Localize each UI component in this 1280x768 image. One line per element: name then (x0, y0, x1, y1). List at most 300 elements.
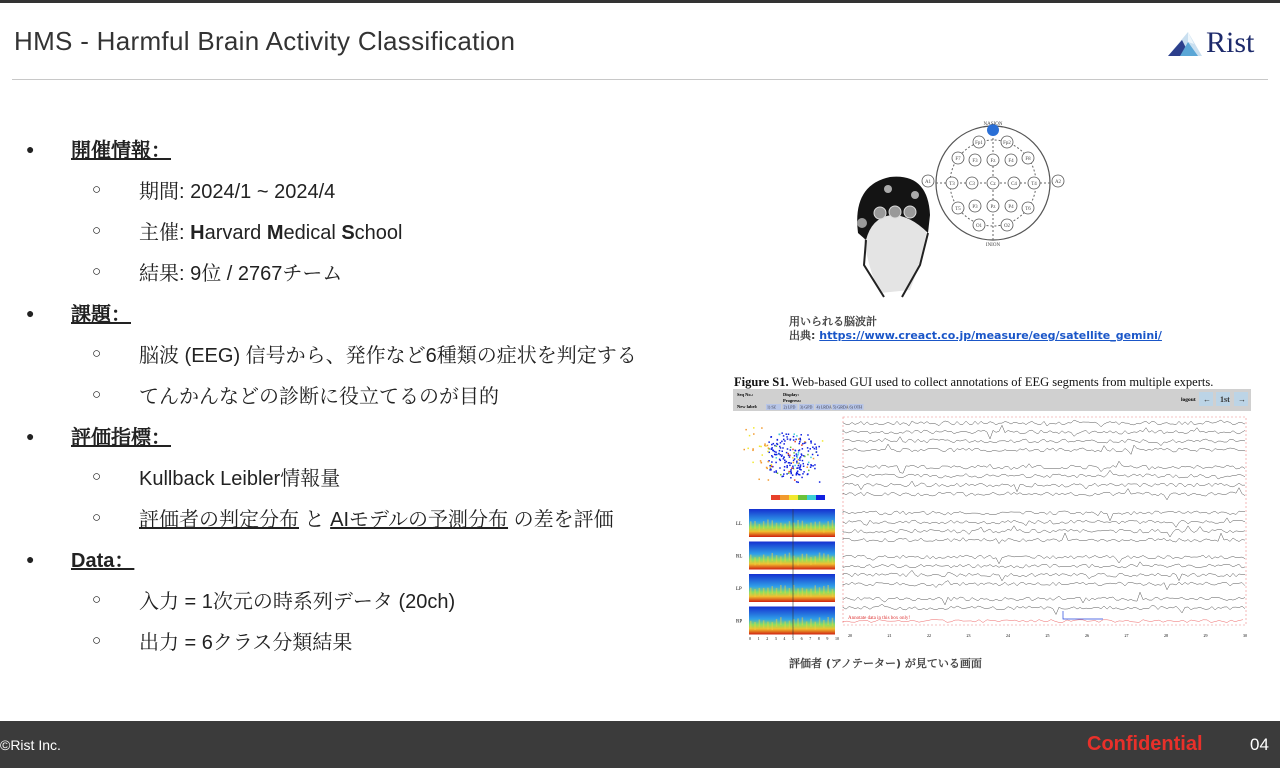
spectrogram-streak (763, 588, 765, 596)
sub-bullet (0, 497, 720, 538)
time-tick: 20 (848, 633, 852, 638)
sub-bullet-circle: ○ (92, 345, 102, 362)
bullet-dot: ● (26, 304, 35, 321)
scatter-point (810, 466, 812, 468)
bullet-dot: ● (26, 427, 35, 444)
label-button-text: 1) SZ (767, 404, 776, 410)
sub-bullet (0, 251, 720, 292)
scatter-point (810, 464, 812, 466)
spectrogram-tick: 1 (757, 636, 760, 641)
spectrogram-streak (767, 622, 769, 630)
scatter-point (786, 473, 788, 475)
scale-bar (1063, 611, 1103, 619)
scatter-point (773, 450, 775, 452)
eeg-trace (843, 488, 1245, 500)
spectrogram-tick: 4 (783, 636, 786, 641)
spectrogram-streak (789, 553, 791, 561)
scatter-point (786, 436, 788, 438)
figure2-caption: 評価者 (アノテーター) が見ている画面 (789, 657, 982, 670)
electrode-label: Cz (990, 182, 996, 187)
sub-bullet-circle: ○ (92, 222, 102, 239)
class-colorbar (816, 495, 825, 500)
scatter-point (777, 472, 779, 474)
electrode-label: T3 (949, 182, 955, 187)
scatter-point (786, 467, 788, 469)
sub-bullet-circle: ○ (92, 632, 102, 649)
scatter-point (752, 450, 754, 452)
scatter-point (807, 434, 809, 436)
scatter-point (752, 462, 754, 464)
spectrogram-streak (776, 555, 778, 563)
eeg-trace (843, 444, 1245, 454)
spectrogram-streak (767, 520, 769, 528)
spectrogram-streak (772, 622, 774, 630)
scatter-point (802, 473, 804, 475)
logo-mountain-icon (1168, 30, 1202, 56)
scatter-point (816, 446, 818, 448)
sub-bullet-circle: ○ (92, 181, 102, 198)
spectrogram-tick: 8 (817, 636, 820, 641)
spectrogram-streak (797, 618, 799, 626)
spectrogram-streak (802, 588, 804, 596)
scatter-point (799, 438, 801, 440)
scatter-point (809, 448, 811, 450)
scatter-point (799, 441, 801, 443)
scatter-point (804, 442, 806, 444)
scatter-point (818, 446, 820, 448)
electrode-label: C4 (1011, 182, 1017, 187)
scatter-point (807, 454, 809, 456)
spectrogram-streak (815, 585, 817, 593)
scatter-point (791, 473, 793, 475)
spectrogram-streak (763, 554, 765, 562)
scatter-point (813, 458, 815, 460)
label-button-text: 6) OTH (849, 404, 863, 410)
scatter-point (801, 444, 803, 446)
sub-bullet (0, 374, 720, 415)
scatter-point (793, 452, 795, 454)
class-colorbar (789, 495, 798, 500)
time-tick: 23 (966, 633, 971, 638)
scatter-point (807, 447, 809, 449)
scatter-point (797, 462, 799, 464)
scatter-point (798, 465, 800, 467)
spectrogram-streak (810, 589, 812, 597)
logout-link: logout (1181, 397, 1196, 403)
spectrogram-streak (819, 553, 821, 561)
class-colorbar (807, 495, 816, 500)
time-tick: 27 (1124, 633, 1129, 638)
scatter-point (812, 454, 814, 456)
scatter-point (793, 460, 795, 462)
scatter-point (787, 448, 789, 450)
scatter-point (767, 451, 769, 453)
scatter-point (768, 441, 770, 443)
spectrogram-row-label: LP (736, 587, 742, 592)
scatter-point (798, 459, 800, 461)
spectrogram-streak (784, 621, 786, 629)
scatter-point (781, 451, 783, 453)
eeg-trace (843, 481, 1245, 492)
scatter-point (774, 445, 776, 447)
spectrogram-streak (772, 553, 774, 561)
scatter-point (802, 443, 804, 445)
sub-bullet (0, 456, 720, 497)
scatter-point (780, 442, 782, 444)
scatter-point (753, 433, 755, 435)
scatter-point (745, 429, 747, 431)
bullet-metric (0, 415, 720, 456)
spectrogram-streak (784, 585, 786, 593)
scatter-point (770, 467, 772, 469)
scatter-point (796, 481, 798, 483)
source-link[interactable]: https://www.creact.co.jp/measure/eeg/satellite_gemini/ (819, 329, 1162, 342)
figure1-source: 出典: https://www.creact.co.jp/measure/eeg/satellite_gemini/ (789, 329, 1162, 342)
scatter-point (800, 439, 802, 441)
sub-bullet (0, 169, 720, 210)
spectrogram-streak (810, 523, 812, 531)
inion-label: INION (985, 243, 1001, 248)
scatter-point (791, 467, 793, 469)
scatter-point (810, 457, 812, 459)
scatter-point (775, 470, 777, 472)
scatter-point (781, 432, 783, 434)
scatter-point (792, 457, 794, 459)
scatter-point (762, 454, 764, 456)
scatter-point (784, 440, 786, 442)
electrode-label: F7 (955, 157, 961, 162)
scatter-point (796, 472, 798, 474)
scatter-point (796, 453, 798, 455)
label-button-text: 3) GPD (800, 404, 813, 410)
scatter-point (817, 455, 819, 457)
scatter-point (768, 479, 770, 481)
sub-bullet-circle: ○ (92, 591, 102, 608)
bullet-heading: 課題： (71, 304, 131, 326)
spectrogram-streak (827, 521, 829, 529)
spectrogram-streak (780, 556, 782, 564)
scatter-point (752, 448, 754, 450)
scatter-point (796, 457, 798, 459)
spectrogram-streak (819, 617, 821, 625)
scatter-point (799, 467, 801, 469)
sub-bullet-circle: ○ (92, 386, 102, 403)
scatter-point (788, 462, 790, 464)
scatter-point (814, 464, 816, 466)
bullet-data (0, 538, 720, 579)
scatter-point (790, 447, 792, 449)
spectrogram-tick: 10 (835, 636, 839, 641)
scatter-point (792, 474, 794, 476)
scatter-point (781, 441, 783, 443)
label-button-text: 4) LRDA (816, 404, 832, 410)
spectrogram-streak (810, 557, 812, 565)
spectrogram-streak (797, 520, 799, 528)
time-tick: 22 (927, 633, 931, 638)
scatter-point (775, 451, 777, 453)
scatter-point (782, 447, 784, 449)
spectrogram-streak (754, 622, 756, 630)
bullet-dot: ● (26, 140, 35, 157)
eeg-trace (843, 570, 1245, 580)
scatter-point (764, 443, 766, 445)
electrode-label: Pz (990, 205, 996, 210)
scatter-point (790, 469, 792, 471)
spectrogram-streak (750, 621, 752, 629)
scatter-point (775, 454, 777, 456)
scatter-point (799, 459, 801, 461)
scatter-point (814, 443, 816, 445)
scatter-point (770, 436, 772, 438)
scatter-point (797, 454, 799, 456)
scatter-point (760, 460, 762, 462)
spectrogram-streak (802, 521, 804, 529)
sub-bullet (0, 333, 720, 374)
scatter-point (749, 435, 751, 437)
spectrogram-rp (749, 607, 835, 635)
spectrogram-streak (802, 554, 804, 562)
spectrogram-tick: 2 (766, 636, 769, 641)
sub-bullet-text: 期間: 2024/1 ~ 2024/4 (139, 181, 336, 203)
progress-label: Progress: (783, 398, 802, 403)
spectrogram-tick: 0 (749, 636, 751, 641)
scatter-point (798, 438, 800, 440)
spectrogram-streak (823, 525, 825, 533)
electrode-label: P4 (1008, 205, 1014, 210)
seq-label: Seq No.: (737, 392, 754, 397)
spectrogram-streak (763, 521, 765, 529)
scatter-point (760, 462, 762, 464)
scatter-point (792, 449, 794, 451)
spectrogram-streak (754, 521, 756, 529)
scatter-point (779, 450, 781, 452)
eeg-trace (843, 581, 1245, 590)
top-border (0, 0, 1280, 3)
spectrogram-streak (819, 521, 821, 529)
scatter-point (769, 465, 771, 467)
rist-logo (1168, 28, 1254, 58)
scatter-point (814, 468, 816, 470)
scatter-point (777, 444, 779, 446)
scatter-point (753, 427, 755, 429)
scatter-point (779, 459, 781, 461)
spectrogram-streak (806, 589, 808, 597)
sub-bullet-text: てんかんなどの診断に役立てるのが目的 (139, 386, 499, 408)
scatter-point (784, 469, 786, 471)
sub-bullet (0, 210, 720, 251)
scatter-point (777, 439, 779, 441)
scatter-point (796, 455, 798, 457)
scatter-point (808, 470, 810, 472)
spectrogram-streak (780, 617, 782, 625)
sub-bullet-text: 出力 = 6クラス分類結果 (139, 632, 353, 654)
scatter-point (774, 451, 776, 453)
scatter-point (774, 471, 776, 473)
spectrogram-lp (749, 574, 835, 602)
spectrogram-tick: 9 (826, 636, 829, 641)
scatter-point (776, 446, 778, 448)
scatter-point (788, 455, 790, 457)
scatter-point (747, 448, 749, 450)
scatter-point (798, 443, 800, 445)
scatter-point (784, 462, 786, 464)
sub-bullet-text: Kullback Leibler情報量 (139, 468, 341, 490)
scatter-point (799, 457, 801, 459)
spectrogram-streak (832, 589, 834, 597)
spectrogram-streak (797, 557, 799, 565)
eeg-trace (843, 555, 1245, 564)
electrode-label: T4 (1031, 182, 1037, 187)
scatter-point (808, 439, 810, 441)
sub-bullet-text: 主催: Harvard Medical School (139, 222, 403, 244)
spectrogram-row-label: LL (736, 522, 743, 527)
scatter-point (788, 471, 790, 473)
spectrogram-row-label: RL (736, 554, 743, 560)
electrode-label: T6 (1025, 207, 1031, 212)
scatter-point (781, 476, 783, 478)
scatter-point (802, 460, 804, 462)
scatter-point (792, 466, 794, 468)
spectrogram-streak (832, 618, 834, 626)
electrode-label: F4 (1008, 159, 1014, 164)
electrode-label: A2 (1054, 180, 1062, 185)
scatter-point (760, 446, 762, 448)
spectrogram-streak (827, 585, 829, 593)
scatter-point (794, 450, 796, 452)
scatter-point (771, 466, 773, 468)
eeg-trace (843, 461, 1245, 473)
spectrogram-streak (802, 617, 804, 625)
scatter-point (788, 472, 790, 474)
scatter-point (783, 435, 785, 437)
label-button-text: 2) LPD (783, 404, 796, 410)
spectrogram-streak (750, 588, 752, 596)
eeg-trace (843, 437, 1245, 446)
scatter-point (766, 468, 768, 470)
electrode-map (922, 122, 1064, 248)
spectrogram-streak (784, 554, 786, 562)
page-number: 04 (1250, 735, 1269, 754)
scatter-point (787, 438, 789, 440)
spectrogram-streak (823, 586, 825, 594)
scatter-point (803, 466, 805, 468)
scatter-point (793, 439, 795, 441)
spectrogram-streak (767, 556, 769, 564)
spectrogram-streak (776, 523, 778, 531)
time-tick: 21 (887, 633, 892, 638)
electrode-label: C3 (969, 182, 975, 187)
time-tick: 29 (1203, 633, 1208, 638)
spectrogram-streak (776, 619, 778, 627)
scatter-point (784, 459, 786, 461)
scatter-point (784, 466, 786, 468)
scatter-point (789, 455, 791, 457)
display-label: Display: (783, 392, 800, 397)
spectrogram-streak (759, 557, 761, 565)
scatter-point (779, 446, 781, 448)
scatter-point (771, 448, 773, 450)
scatter-point (800, 434, 802, 436)
scatter-point (799, 474, 801, 476)
scatter-point (790, 477, 792, 479)
spectrogram-streak (832, 520, 834, 528)
sub-bullet-text: 評価者の判定分布 と AIモデルの予測分布 の差を評価 (139, 509, 614, 531)
spectrogram-streak (750, 521, 752, 529)
eeg-trace (843, 604, 1245, 614)
bullet-dot: ● (26, 550, 35, 567)
confidential-label: Confidential (1087, 733, 1203, 755)
class-colorbar (771, 495, 780, 500)
scatter-point (804, 456, 806, 458)
scatter-point (801, 477, 803, 479)
scatter-point (771, 455, 773, 457)
electrode-label: O2 (1003, 224, 1011, 229)
scatter-point (796, 435, 798, 437)
eeg-trace (843, 533, 1245, 544)
scatter-point (758, 479, 760, 481)
scatter-point (783, 458, 785, 460)
copyright: ©Rist Inc. (0, 737, 61, 753)
eeg-trace (843, 425, 1245, 439)
scatter-point (812, 465, 814, 467)
spectrogram-tick: 7 (809, 636, 812, 641)
scatter-point (776, 457, 778, 459)
electrode-label: F8 (1025, 157, 1031, 162)
sub-bullet-text: 入力 = 1次元の時系列データ (20ch) (139, 591, 456, 613)
scatter-point (810, 442, 812, 444)
sub-bullet-circle: ○ (92, 509, 102, 526)
scatter-point (779, 433, 781, 435)
annotate-hint: Annotate data in this box only! (848, 616, 911, 621)
scatter-point (780, 454, 782, 456)
scatter-point (783, 439, 785, 441)
spectrogram-streak (784, 524, 786, 532)
scatter-point (804, 441, 806, 443)
spectrogram-streak (750, 555, 752, 563)
scatter-point (783, 456, 785, 458)
spectrogram-streak (759, 588, 761, 596)
scatter-point (770, 469, 772, 471)
scatter-point (790, 449, 792, 451)
scatter-point (778, 453, 780, 455)
scatter-point (780, 447, 782, 449)
spectrogram-streak (789, 521, 791, 529)
spectrogram-streak (815, 622, 817, 630)
electrode-label: Fz (990, 159, 996, 164)
annotation-gui-screenshot (733, 389, 1251, 643)
scatter-point (819, 481, 821, 483)
spectrogram-streak (759, 524, 761, 532)
spectrogram-streak (823, 620, 825, 628)
scatter-point (822, 440, 824, 442)
title-divider (12, 79, 1268, 80)
electrode-label: Fp2 (1003, 141, 1011, 146)
figure1-caption: 用いられる脳波計 (789, 315, 877, 328)
spectrogram-tick: 6 (800, 636, 803, 641)
scatter-point (802, 448, 804, 450)
spectrogram-streak (789, 621, 791, 629)
bullet-event-info (0, 128, 720, 169)
scatter-point (793, 462, 795, 464)
scatter-point (794, 441, 796, 443)
bullet-heading: Data： (71, 550, 135, 572)
scatter-point (789, 456, 791, 458)
spectrogram-streak (832, 557, 834, 565)
bullet-list (0, 128, 720, 661)
sub-bullet-circle: ○ (92, 468, 102, 485)
eeg-cap-figure (840, 115, 1070, 310)
scatter-point (803, 471, 805, 473)
